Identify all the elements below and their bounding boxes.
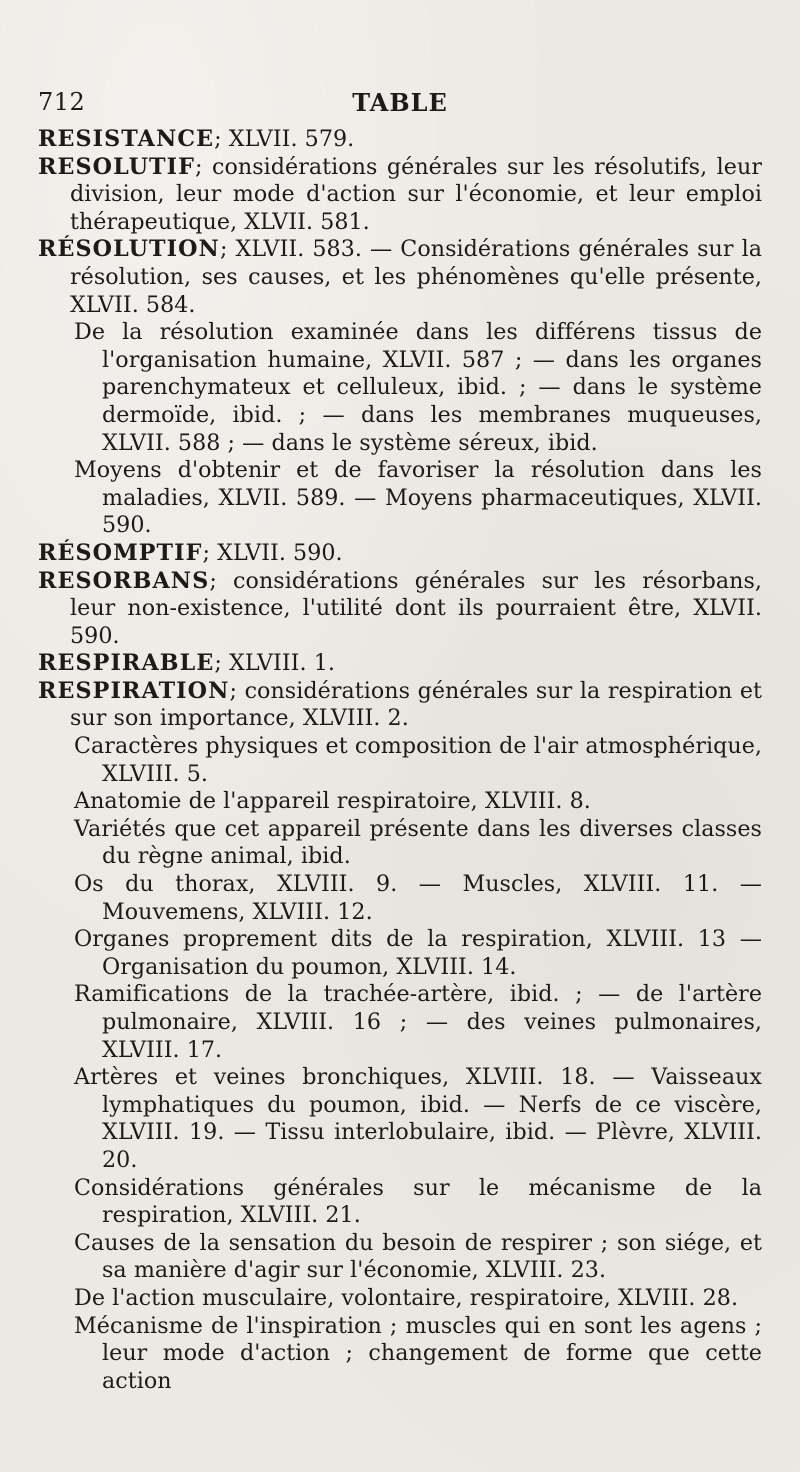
subentry-text: De l'action musculaire, volontaire, respiratoire, XLVIII. 28. [74, 1284, 739, 1311]
entry-heading: RÉSOMPTIF [38, 539, 203, 566]
subentry-ramifications [38, 981, 762, 1064]
subentry-mechanism [38, 1175, 762, 1230]
index-entries [38, 126, 762, 1395]
subentry-text: Organes proprement dits de la respiration, XLVIII. 13 — Organisation du poumon, XLVIII. 14. [74, 926, 762, 980]
subentry-text: Anatomie de l'appareil respiratoire, XLVIII. 8. [74, 788, 591, 815]
entry-text: ; considérations générales sur la respiration et sur son importance, XLVIII. 2. [70, 677, 762, 732]
entry-text: ; XLVIII. 1. [214, 650, 335, 677]
entry-heading: RESISTANCE [38, 126, 215, 152]
subentry-text: De la résolution examinée dans les différens tissus de l'organisation humaine, XLVII. 587 ; — dans les organes parenchymateux et celluleux, ibid. ; — dans le système dermoïde, ibid. ; — dans les membranes muqueuses, XLVII. 588 ; — dans le système séreux, ibid. [74, 319, 762, 456]
entry-text: ; considérations générales sur les résolutifs, leur division, leur mode d'action sur l'économie, et leur emploi thérapeutique, XLVII. 581. [70, 153, 762, 235]
entry-text: ; considérations générales sur les résorbans, leur non-existence, l'utilité dont ils pourraient être, XLVII. 590. [70, 567, 762, 649]
subentry-resolution-means [38, 457, 762, 540]
entry-heading: RESPIRABLE [38, 650, 215, 677]
entry-heading: RESORBANS [38, 567, 210, 594]
index-entry-resistance [38, 126, 762, 154]
subentry-anatomy [38, 788, 762, 816]
subentry-resolution-tissues [38, 319, 762, 457]
subentry-text: Moyens d'obtenir et de favoriser la résolution dans les maladies, XLVII. 589. — Moyens pharmaceutiques, XLVII. 590. [74, 457, 762, 539]
subentry-muscular-action [38, 1285, 762, 1313]
subentry-text: Artères et veines bronchiques, XLVIII. 18. — Vaisseaux lymphatiques du poumon, ibid. — Nerfs de ce viscère, XLVIII. 19. — Tissu interlobulaire, ibid. — Plèvre, XLVIII. 20. [74, 1064, 762, 1173]
subentry-text: Ramifications de la trachée-artère, ibid. ; — de l'artère pulmonaire, XLVIII. 16 ; — des veines pulmonaires, XLVIII. 17. [74, 981, 762, 1063]
subentry-text: Considérations générales sur le mécanisme de la respiration, XLVIII. 21. [74, 1174, 762, 1229]
entry-text: ; XLVII. 579. [214, 126, 355, 152]
subentry-text: Variétés que cet appareil présente dans les diverses classes du règne animal, ibid. [74, 815, 762, 870]
subentry-thorax [38, 871, 762, 926]
entry-text: ; XLVII. 590. [202, 539, 343, 566]
entry-heading: RÉSOLUTION [38, 236, 220, 263]
index-entry-resolutif [38, 154, 762, 237]
entry-heading: RESOLUTIF [38, 153, 195, 180]
subentry-need-to-breathe [38, 1230, 762, 1285]
index-entry-respirable [38, 650, 762, 678]
subentry-text: Causes de la sensation du besoin de respirer ; son siége, et sa manière d'agir sur l'économie, XLVIII. 23. [74, 1229, 762, 1284]
page-header [38, 88, 762, 122]
index-entry-resorbans [38, 568, 762, 651]
subentry-inspiration [38, 1313, 762, 1396]
subentry-varieties [38, 816, 762, 871]
index-entry-resolution [38, 236, 762, 319]
subentry-air [38, 733, 762, 788]
subentry-text: Mécanisme de l'inspiration ; muscles qui en sont les agens ; leur mode d'action ; changement de forme que cette action [74, 1312, 762, 1394]
subentry-text: Caractères physiques et composition de l'air atmosphérique, XLVIII. 5. [74, 733, 762, 787]
page-number: 712 [38, 88, 86, 116]
subentry-organs [38, 926, 762, 981]
entry-text: ; XLVII. 583. — Considérations générales sur la résolution, ses causes, et les phénomènes qu'elle présente, XLVII. 584. [70, 236, 762, 318]
subentry-bronchial-vessels [38, 1064, 762, 1174]
subentry-text: Os du thorax, XLVIII. 9. — Muscles, XLVIII. 11. — Mouvemens, XLVIII. 12. [74, 871, 762, 925]
index-entry-resomptif [38, 540, 762, 568]
index-entry-respiration [38, 678, 762, 733]
entry-heading: RESPIRATION [38, 677, 230, 704]
running-title: TABLE [352, 88, 448, 117]
